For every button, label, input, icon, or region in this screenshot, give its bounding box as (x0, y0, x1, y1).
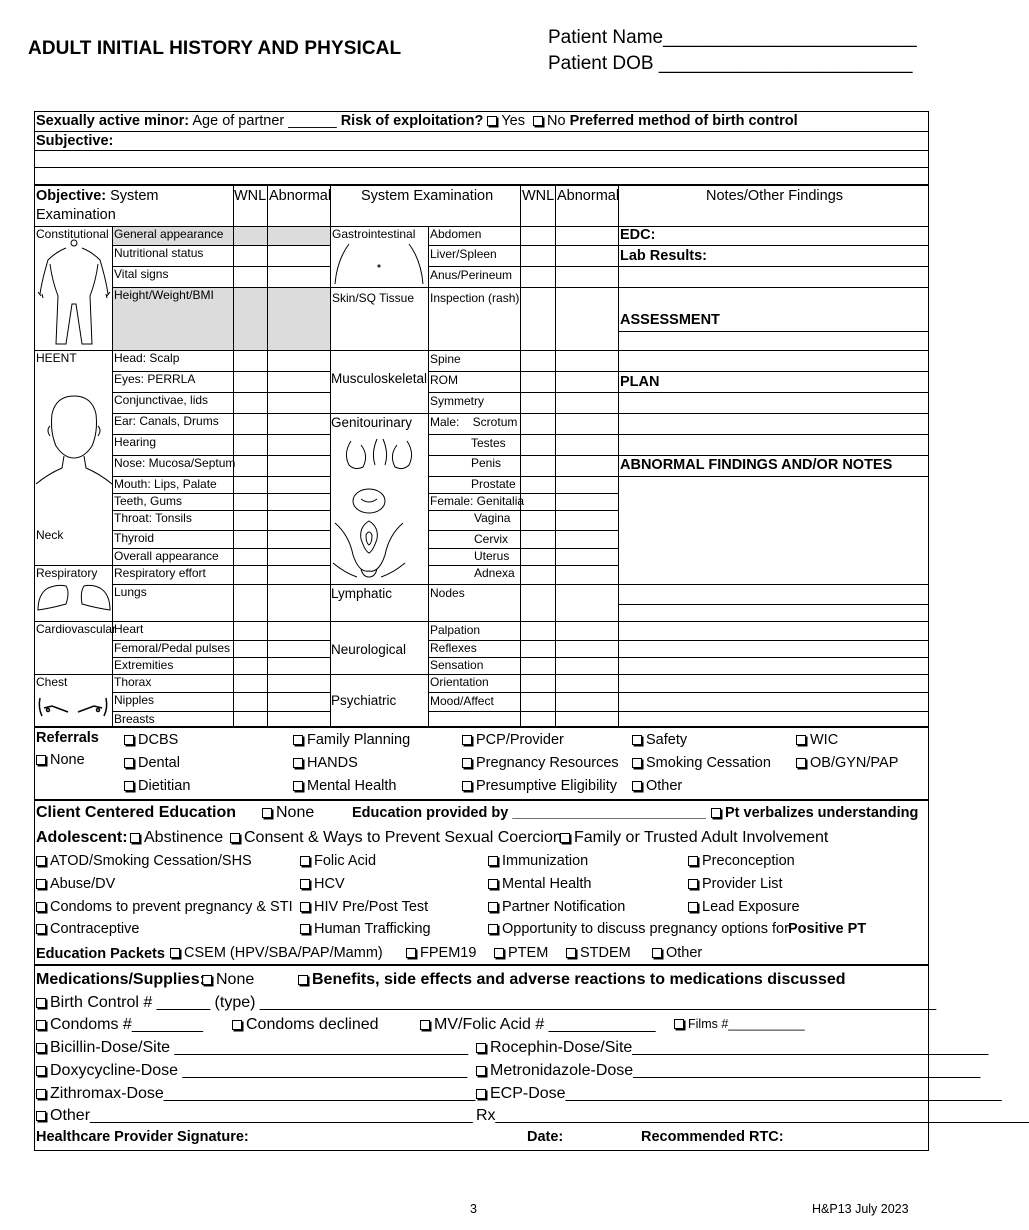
checkbox-icon[interactable] (300, 856, 310, 866)
notes-header: Notes/Other Findings (706, 188, 844, 204)
notes-assess: ASSESSMENT (620, 312, 720, 328)
checkbox-icon[interactable] (494, 948, 504, 958)
med-bc[interactable]: Birth Control # ______ (type) ____________________________________________________________________________ (36, 995, 936, 1011)
left-item-label: Heart (114, 622, 144, 636)
med-bicillin[interactable]: Bicillin-Dose/Site _________________________________ (36, 1040, 468, 1056)
education-item[interactable]: Condoms to prevent pregnancy & STI (36, 900, 293, 915)
right-item-label: Mood/Affect (430, 694, 494, 708)
abnormal-header: Abnormal (269, 188, 332, 204)
med-doxy[interactable]: Doxycycline-Dose ________________________________ (36, 1063, 467, 1079)
grid-hline (428, 548, 618, 549)
checkbox-icon[interactable] (688, 879, 698, 889)
checkbox-icon[interactable] (462, 758, 472, 768)
wnl-header: WNL (234, 188, 267, 204)
right-item-label: Inspection (rash) (430, 291, 520, 305)
checkbox-icon[interactable] (124, 735, 134, 745)
education-packet-item[interactable]: FPEM19 (406, 946, 476, 961)
checkbox-icon[interactable] (36, 924, 46, 934)
grid-hline (428, 392, 618, 393)
checkbox-icon[interactable] (230, 833, 240, 843)
education-item[interactable]: Provider List (688, 877, 783, 892)
checkbox-icon[interactable] (36, 1020, 46, 1030)
right-item-label: Sensation (430, 658, 484, 672)
grid-hline (330, 413, 618, 414)
checkbox-icon[interactable] (36, 1111, 46, 1121)
grid-hline (618, 455, 929, 456)
checkbox-icon[interactable] (36, 856, 46, 866)
rx-field[interactable]: Rx____________________________________________________________ (476, 1107, 1029, 1124)
checkbox-icon[interactable] (293, 758, 303, 768)
checkbox-icon[interactable] (476, 1089, 486, 1099)
education-item[interactable]: HIV Pre/Post Test (300, 900, 428, 915)
checkbox-icon[interactable] (688, 902, 698, 912)
left-item-label: Throat: Tonsils (114, 511, 192, 525)
grid-hline (428, 510, 618, 511)
left-item-label: Head: Scalp (114, 351, 180, 365)
education-packet-item[interactable]: Other (652, 946, 702, 961)
left-item-label: Mouth: Lips, Palate (114, 477, 217, 491)
grid-hline (618, 692, 929, 693)
right-item-label: Vagina (474, 511, 511, 525)
education-packet-item[interactable]: PTEM (494, 946, 548, 961)
left-item-label: Conjunctivae, lids (114, 393, 209, 407)
checkbox-icon[interactable] (488, 902, 498, 912)
education-item[interactable]: Abuse/DV (36, 877, 115, 892)
checkbox-icon[interactable] (488, 856, 498, 866)
grid-hline (428, 476, 618, 477)
grid-hline (34, 350, 330, 351)
right-item-label: Uterus (474, 549, 510, 563)
checkbox-icon[interactable] (796, 735, 806, 745)
checkbox-icon[interactable] (674, 1019, 684, 1029)
subjective-label: Subjective: (36, 133, 114, 149)
checkbox-icon[interactable] (476, 1066, 486, 1076)
education-item[interactable]: ATOD/Smoking Cessation/SHS (36, 854, 252, 869)
grid-hline (618, 245, 929, 246)
education-label: Client Centered Education (36, 804, 237, 821)
right-item-label: Cervix (474, 532, 509, 546)
education-packet-item[interactable]: STDEM (566, 946, 631, 961)
left-item-label: Thyroid (114, 531, 155, 545)
grid-hline (618, 657, 929, 658)
checkbox-icon[interactable] (420, 1020, 430, 1030)
lungs-icon (36, 584, 112, 614)
left-item-label: Respiratory effort (114, 566, 206, 580)
right-group-label: Neurological (331, 642, 407, 657)
provider-signature[interactable]: Healthcare Provider Signature: (36, 1129, 249, 1145)
checkbox-icon[interactable] (36, 1066, 46, 1076)
med-films[interactable]: Films #___________ (674, 1018, 805, 1031)
left-item-label: General appearance (114, 227, 224, 241)
left-item-label: Hearing (114, 435, 157, 449)
grid-hline (618, 392, 929, 393)
grid-hline (618, 476, 929, 477)
checkbox-icon[interactable] (560, 833, 570, 843)
checkbox-icon[interactable] (130, 833, 140, 843)
referral-item[interactable]: Dietitian (124, 779, 190, 794)
education-item[interactable]: Opportunity to discuss pregnancy options for (488, 922, 789, 937)
left-item-label: Lungs (114, 585, 147, 599)
right-item-label: Adnexa (474, 566, 515, 580)
notes-lab: Lab Results: (620, 248, 708, 264)
right-item-label: Orientation (430, 675, 489, 689)
education-item[interactable]: Contraceptive (36, 922, 139, 937)
grid-hline (428, 565, 618, 566)
adolescent-label: Adolescent: (36, 829, 128, 846)
right-item-label: Spine (430, 352, 461, 366)
checkbox-icon[interactable] (36, 902, 46, 912)
grid-hline (618, 434, 929, 435)
grid-hline (618, 640, 929, 641)
grid-hline (428, 530, 618, 531)
head-figure-icon (36, 392, 112, 488)
page-number: 3 (470, 1202, 477, 1216)
education-packet-item[interactable]: CSEM (HPV/SBA/PAP/Mamm) (170, 946, 383, 961)
referral-item[interactable]: PCP/Provider (462, 733, 564, 748)
pt-verbalizes-checkbox[interactable]: Pt verbalizes understanding (711, 806, 918, 821)
right-item-label: Abdomen (430, 227, 482, 241)
right-group-label: Genitourinary (331, 415, 413, 430)
left-item-label: Ear: Canals, Drums (114, 414, 219, 428)
chest-icon (36, 694, 112, 724)
checkbox-icon[interactable] (488, 924, 498, 934)
abdomen-icon (331, 240, 427, 290)
right-item-label: Female: Genitalia (430, 494, 525, 508)
right-group-label: Psychiatric (331, 693, 397, 708)
left-item-label: Vital signs (114, 267, 169, 281)
yes-checkbox[interactable] (487, 116, 497, 126)
left-item-label: Overall appearance (114, 549, 219, 563)
med-rocephin[interactable]: Rocephin-Dose/Site________________________________________ (476, 1040, 988, 1056)
right-group-label: Skin/SQ Tissue (332, 291, 415, 305)
education-item[interactable]: HCV (300, 877, 345, 892)
positive-pt: Positive PT (788, 921, 867, 937)
left-item-label: Extremities (114, 658, 174, 672)
checkbox-icon[interactable] (476, 1043, 486, 1053)
med-declined[interactable]: Condoms declined (232, 1017, 379, 1033)
left-item-label: Eyes: PERRLA (114, 372, 196, 386)
right-item-label: Male: Scrotum (430, 415, 518, 429)
left-group-label: Respiratory (36, 566, 98, 580)
education-item[interactable]: Human Trafficking (300, 922, 431, 937)
left-item-label: Height/Weight/BMI (114, 288, 214, 302)
grid-hline (618, 604, 929, 605)
education-item[interactable]: Folic Acid (300, 854, 376, 869)
grid-hline (618, 621, 929, 622)
objective-header: Objective: System (36, 188, 159, 204)
right-item-label: Testes (471, 436, 506, 450)
grid-hline (618, 350, 929, 351)
right-item-label: Palpation (430, 623, 481, 637)
notes-plan: PLAN (620, 374, 660, 390)
adolescent-item[interactable]: Consent & Ways to Prevent Sexual Coercion (230, 830, 562, 846)
referral-item[interactable]: Presumptive Eligibility (462, 779, 617, 794)
system-exam-header: System Examination (361, 188, 494, 204)
grid-hline (428, 266, 618, 267)
grid-hline (618, 413, 929, 414)
recommended-rtc[interactable]: Recommended RTC: (641, 1129, 784, 1145)
right-item-label: Anus/Perineum (430, 268, 513, 282)
referral-item[interactable]: OB/GYN/PAP (796, 756, 898, 771)
checkbox-icon[interactable] (300, 879, 310, 889)
right-item-label: Penis (471, 456, 502, 470)
notes-edc: EDC: (620, 227, 656, 243)
referral-item[interactable]: WIC (796, 733, 838, 748)
right-item-label: Symmetry (430, 394, 484, 408)
education-item[interactable]: Lead Exposure (688, 900, 800, 915)
referral-item[interactable]: Safety (632, 733, 687, 748)
education-none[interactable]: None (262, 805, 314, 821)
grid-hline (618, 266, 929, 267)
med-condoms[interactable]: Condoms #________ (36, 1017, 203, 1033)
med-ecp[interactable]: ECP-Dose_________________________________________________ (476, 1086, 1002, 1102)
grid-hline (618, 371, 929, 372)
grid-hline (330, 621, 618, 622)
checkbox-icon[interactable] (36, 1089, 46, 1099)
referral-item[interactable]: DCBS (124, 733, 178, 748)
checkbox-icon[interactable] (36, 1043, 46, 1053)
left-item-label: Femoral/Pedal pulses (114, 641, 231, 655)
right-item-label: Reflexes (430, 641, 477, 655)
education-provided-by[interactable]: Education provided by ________________________ (352, 805, 706, 821)
grid-hline (428, 692, 618, 693)
checkbox-icon[interactable] (566, 948, 576, 958)
body-figure-icon (36, 240, 112, 348)
right-group-label: Lymphatic (331, 586, 393, 601)
referral-item[interactable]: Smoking Cessation (632, 756, 771, 771)
right-item-label: Prostate (471, 477, 516, 491)
referral-item[interactable]: Family Planning (293, 733, 410, 748)
left-group-label: Chest (36, 675, 68, 689)
education-item[interactable]: Mental Health (488, 877, 591, 892)
date-field[interactable]: Date: (527, 1129, 564, 1145)
referral-item[interactable]: Dental (124, 756, 180, 771)
grid-hline (428, 455, 618, 456)
education-item[interactable]: Immunization (488, 854, 588, 869)
checkbox-icon[interactable] (293, 735, 303, 745)
education-item[interactable]: Partner Notification (488, 900, 625, 915)
checkbox-icon[interactable] (711, 808, 721, 818)
left-item-label: Nutritional status (114, 246, 204, 260)
right-group-label: Gastrointestinal (332, 227, 416, 241)
checkbox-icon[interactable] (232, 1020, 242, 1030)
education-box (34, 800, 929, 965)
checkbox-icon[interactable] (652, 948, 662, 958)
grid-hline (618, 331, 929, 332)
left-item-label: Thorax (114, 675, 152, 689)
med-metro[interactable]: Metronidazole-Dose_______________________________________ (476, 1063, 980, 1079)
no-checkbox[interactable] (533, 116, 543, 126)
med-other[interactable]: Other___________________________________________ (36, 1108, 473, 1124)
checkbox-icon[interactable] (462, 781, 472, 791)
grid-hline (428, 245, 618, 246)
left-item-label: Breasts (114, 712, 155, 726)
grid-hline (428, 434, 618, 435)
checkbox-icon[interactable] (293, 781, 303, 791)
checkbox-icon[interactable] (170, 948, 180, 958)
objective-header-2: Examination (36, 207, 116, 223)
checkbox-icon[interactable] (462, 735, 472, 745)
left-group-label: Constitutional (36, 227, 109, 241)
abnormal-header-2: Abnormal (557, 188, 620, 204)
referral-item[interactable]: Other (632, 779, 682, 794)
checkbox-icon[interactable] (262, 808, 272, 818)
checkbox-icon[interactable] (632, 758, 642, 768)
grid-hline (34, 674, 330, 675)
checkbox-icon[interactable] (36, 998, 46, 1008)
shaded-cell (234, 227, 267, 245)
notes-abn: ABNORMAL FINDINGS AND/OR NOTES (620, 457, 893, 473)
checkbox-icon[interactable] (124, 781, 134, 791)
grid-hline (618, 584, 929, 585)
sexually-active-minor-line: Sexually active minor: Age of partner ______ Risk of exploitation? Yes No Preferred method of birth control (36, 113, 798, 129)
checkbox-icon[interactable] (688, 856, 698, 866)
left-item-label: Teeth, Gums (114, 494, 183, 508)
genitourinary-icon (331, 435, 427, 581)
checkbox-icon[interactable] (406, 948, 416, 958)
grid-hline (330, 584, 618, 585)
education-packets-label: Education Packets (36, 946, 165, 962)
referral-item[interactable]: Pregnancy Resources (462, 756, 619, 771)
grid-hline (330, 350, 618, 351)
patient-name-field[interactable]: Patient Name________________________ (548, 27, 917, 48)
patient-dob-field[interactable]: Patient DOB ________________________ (548, 53, 913, 74)
education-item[interactable]: Preconception (688, 854, 795, 869)
grid-hline (428, 711, 618, 712)
left-item-label: Nipples (114, 693, 155, 707)
grid-hline (618, 674, 929, 675)
med-mv[interactable]: MV/Folic Acid # ____________ (420, 1017, 655, 1033)
medications-label: Medications/Supplies: (36, 971, 205, 988)
benefits-discussed-checkbox[interactable]: Benefits, side effects and adverse reactions to medications discussed (298, 972, 846, 988)
checkbox-icon[interactable] (300, 924, 310, 934)
page-title: ADULT INITIAL HISTORY AND PHYSICAL (28, 38, 402, 59)
referrals-label: Referrals (36, 730, 99, 746)
referral-none[interactable]: None (36, 753, 85, 768)
left-item-label: Nose: Mucosa/Septum (114, 456, 236, 470)
right-group-label: Musculoskeletal (331, 371, 428, 386)
grid-hline (618, 287, 929, 288)
grid-hline (618, 711, 929, 712)
referral-item[interactable]: Mental Health (293, 779, 396, 794)
checkbox-icon[interactable] (632, 735, 642, 745)
checkbox-icon[interactable] (300, 902, 310, 912)
adolescent-item[interactable]: Family or Trusted Adult Involvement (560, 830, 828, 846)
right-item-label: Liver/Spleen (430, 247, 497, 261)
form-code: H&P13 July 2023 (812, 1202, 909, 1216)
checkbox-icon[interactable] (202, 975, 212, 985)
partner-age-field[interactable]: Age of partner ______ (192, 113, 337, 129)
checkbox-icon[interactable] (36, 879, 46, 889)
grid-hline (428, 371, 618, 372)
checkbox-icon[interactable] (488, 879, 498, 889)
left-group-label: HEENT (36, 351, 77, 365)
checkbox-icon[interactable] (796, 758, 806, 768)
right-item-label: Nodes (430, 586, 465, 600)
left-group-label: Neck (36, 528, 64, 542)
checkbox-icon[interactable] (36, 755, 46, 765)
wnl-header-2: WNL (522, 188, 555, 204)
right-item-label: ROM (430, 373, 458, 387)
left-group-label: Cardiovascular (36, 622, 117, 636)
checkbox-icon[interactable] (298, 975, 308, 985)
referral-item[interactable]: HANDS (293, 756, 358, 771)
shaded-cell (268, 227, 330, 245)
checkbox-icon[interactable] (124, 758, 134, 768)
checkbox-icon[interactable] (632, 781, 642, 791)
medications-none[interactable]: None (202, 972, 254, 988)
adolescent-item[interactable]: Abstinence (130, 830, 223, 846)
med-zith[interactable]: Zithromax-Dose___________________________________ (36, 1086, 475, 1102)
